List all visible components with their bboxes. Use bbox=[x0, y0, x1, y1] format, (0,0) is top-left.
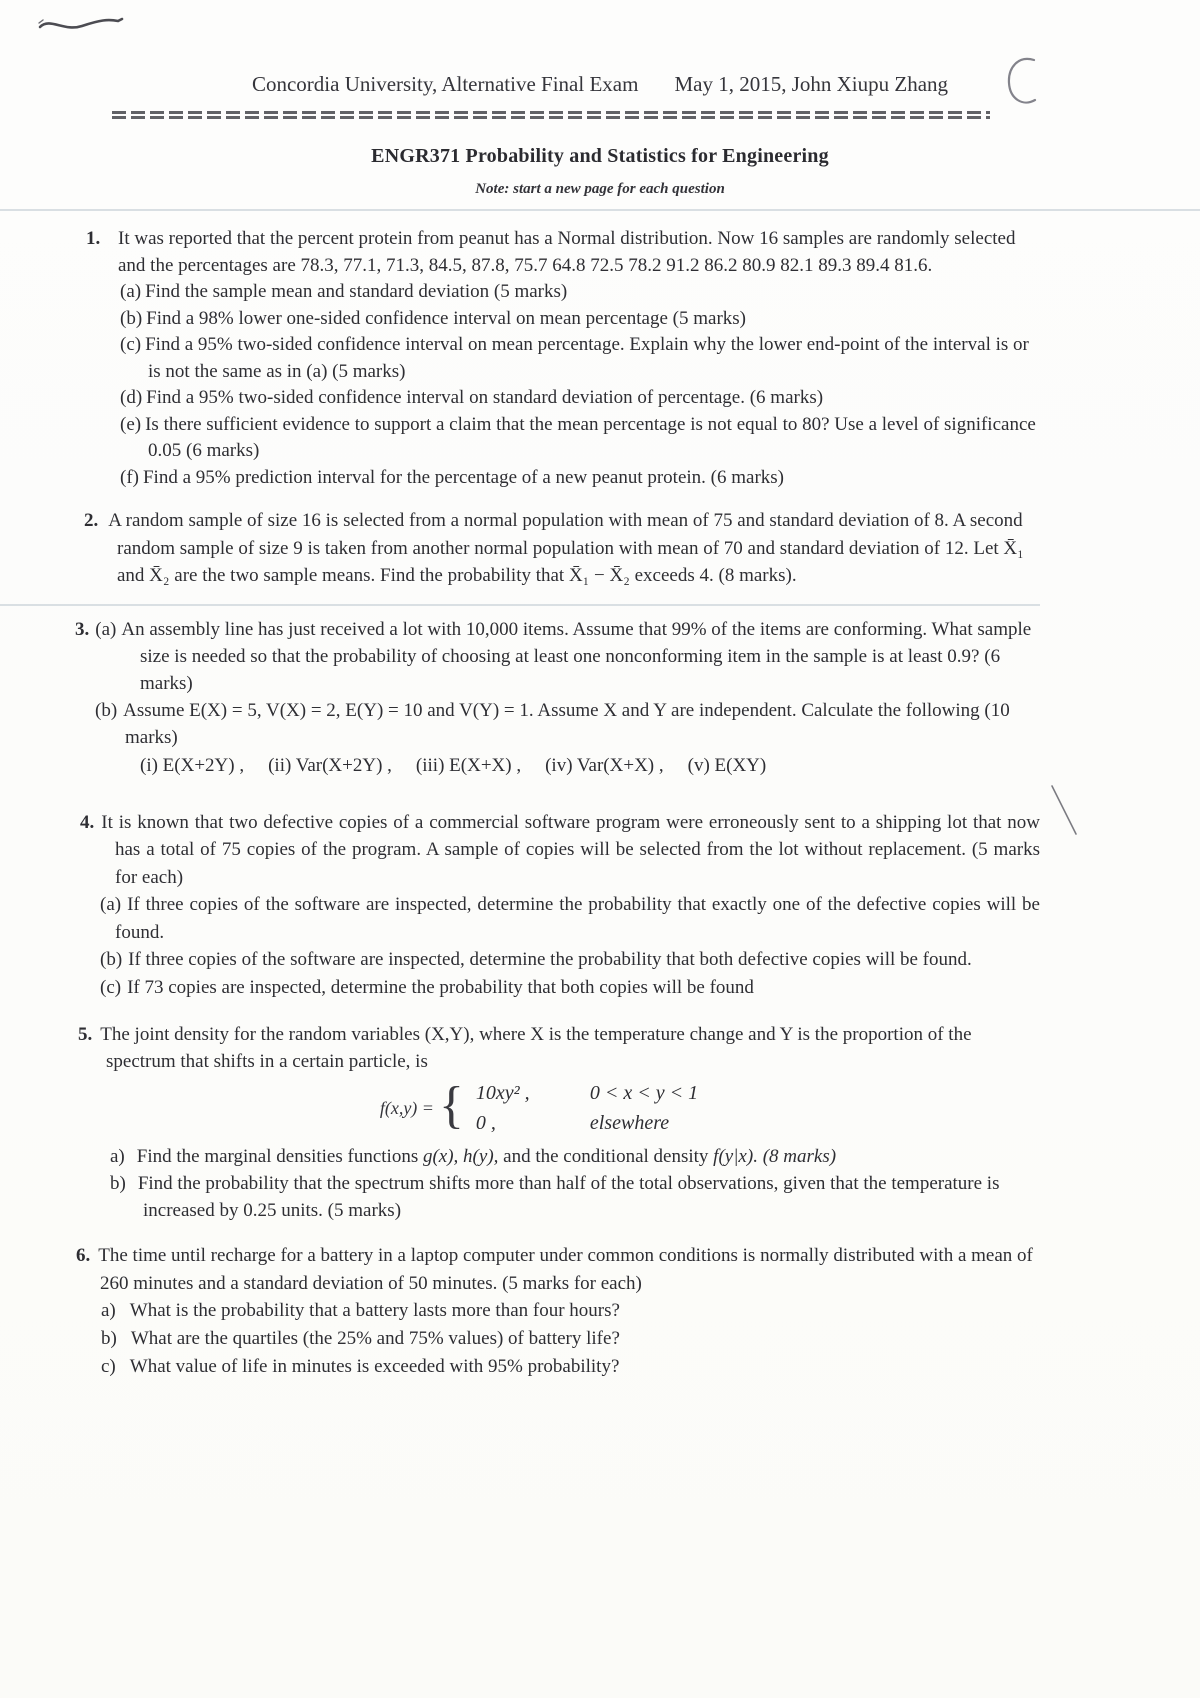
part-label: (c) bbox=[120, 334, 142, 355]
question-5 bbox=[78, 1021, 1040, 1224]
question-5-part-b bbox=[78, 1170, 1040, 1224]
part-text: Find the probability that the spectrum shifts more than half of the total observations, given that the temperature is increased by 0.25 units. (5 marks) bbox=[137, 1173, 1000, 1221]
part-label: c) bbox=[101, 1356, 116, 1377]
question-4-intro: It is known that two defective copies of a commercial software program were erroneously sent to a shipping lot that now has a total of 75 copies of the program. A sample of copies will be selected from the lot without replacement. (5 marks for each) bbox=[101, 811, 1040, 888]
part-label: a) bbox=[110, 1146, 125, 1167]
part-label: (e) bbox=[120, 413, 142, 435]
question-6-part-b bbox=[76, 1325, 1040, 1353]
part-text: Find the sample mean and standard deviation (5 marks) bbox=[145, 281, 568, 302]
part-label: (b) bbox=[100, 949, 123, 970]
faint-rule-middle bbox=[0, 604, 1040, 606]
part-text: Find a 95% two-sided confidence interval on mean percentage. Explain why the lower end-point of the interval is or is not the same as in (a) (5 marks) bbox=[145, 334, 1029, 382]
question-1 bbox=[86, 225, 1040, 491]
question-1-part-c bbox=[118, 332, 1040, 385]
question-1-part-a bbox=[118, 279, 1040, 306]
formula-case1-expression: 10xy² , bbox=[475, 1082, 530, 1104]
question-5-intro bbox=[78, 1021, 1040, 1075]
question-6-intro bbox=[76, 1242, 1040, 1297]
part-text: Find the marginal densities functions bbox=[136, 1146, 423, 1167]
part-label: (d) bbox=[120, 387, 143, 408]
part-label: (b) bbox=[95, 699, 118, 721]
question-4-part-c bbox=[80, 974, 1040, 1002]
course-title: ENGR371 Probability and Statistics for Engineering bbox=[371, 145, 829, 167]
question-4-text bbox=[80, 809, 1040, 892]
question-3-part-b bbox=[75, 697, 1040, 751]
question-6-text: The time until recharge for a battery in a laptop computer under common conditions is normally distributed with a mean of 260 minutes and a standard deviation of 50 minutes. (5 marks for each) bbox=[98, 1245, 1033, 1294]
question-2-number: 2. bbox=[84, 510, 99, 531]
marginal-densities-math: g(x), h(y), bbox=[422, 1146, 499, 1167]
subitem-iv: (iv) Var(X+X) , bbox=[545, 754, 664, 776]
subitem-iii: (iii) E(X+X) , bbox=[415, 754, 522, 776]
question-1-number: 1. bbox=[86, 228, 101, 249]
part-label: b) bbox=[101, 1328, 117, 1349]
question-6-part-a bbox=[76, 1297, 1040, 1325]
conditional-density-math: f(y|x). bbox=[713, 1146, 758, 1167]
subitem-i: (i) E(X+2Y) , bbox=[140, 754, 245, 776]
part-text: What are the quartiles (the 25% and 75% values) of battery life? bbox=[130, 1328, 620, 1349]
formula-brace: { bbox=[438, 1077, 464, 1135]
question-1-part-e bbox=[118, 412, 1040, 465]
part-text: An assembly line has just received a lot with 10,000 items. Assume that 99% of the items are conforming. What sample size is needed so that the probability of choosing at least one nonconforming item in the sample is at least 0.9? (6 marks) bbox=[121, 618, 1032, 694]
question-1-part-f bbox=[118, 465, 1040, 492]
part-text: and the conditional density bbox=[498, 1146, 714, 1167]
question-1-body bbox=[118, 225, 1040, 491]
exam-note: Note: start a new page for each question bbox=[475, 181, 725, 197]
part-text: Assume E(X) = 5, V(X) = 2, E(Y) = 10 and V(Y) = 1. Assume X and Y are independent. Calculate the following (10 marks) bbox=[123, 699, 1010, 748]
question-3-number: 3. bbox=[75, 618, 90, 640]
part-text: If three copies of the software are inspected, determine the probability that exactly one of the defective copies will be found. bbox=[115, 894, 1040, 943]
handwritten-c-mark bbox=[1004, 54, 1048, 110]
formula-case2-expression: 0 , bbox=[475, 1112, 496, 1134]
pen-slash-mark bbox=[1048, 782, 1082, 838]
question-1-text: It was reported that the percent protein from peanut has a Normal distribution. Now 16 samples are randomly selected and the percentages are 78.3, 77.1, 71.3, 84.5, 87.8, 75.7 64.8 72.5 78.2 91.2 86.2 80.9 82.1 89.3 89.4 81.6. bbox=[118, 228, 1016, 276]
part-label: (a) bbox=[120, 281, 142, 302]
question-3-part-a bbox=[75, 616, 1040, 697]
question-3 bbox=[75, 616, 1040, 779]
question-6-part-c bbox=[76, 1353, 1040, 1381]
part-text: Find a 98% lower one-sided confidence interval on mean percentage (5 marks) bbox=[146, 307, 747, 329]
formula-case2-condition: elsewhere bbox=[589, 1112, 670, 1134]
question-4-part-b bbox=[80, 946, 1040, 974]
part-text: Is there sufficient evidence to support a claim that the mean percentage is not equal to 80? Use a level of significance 0.05 (6 marks) bbox=[145, 413, 1036, 461]
part-text: What value of life in minutes is exceeded with 95% probability? bbox=[129, 1356, 620, 1377]
exam-header-date-author: May 1, 2015, John Xiupu Zhang bbox=[674, 72, 949, 96]
question-5-part-a bbox=[78, 1143, 1040, 1170]
question-1-part-d bbox=[118, 385, 1040, 412]
part-label: (b) bbox=[120, 307, 143, 329]
faint-rule-top bbox=[0, 209, 1200, 211]
part-label: (a) bbox=[100, 894, 122, 915]
formula-cases bbox=[476, 1080, 698, 1137]
subitem-ii: (ii) Var(X+2Y) , bbox=[268, 754, 392, 776]
question-2-text: A random sample of size 16 is selected from a normal population with mean of 75 and standard deviation of 8. A second random sample of size 9 is taken from another normal population with mean of 70 and standard deviation of 12. Let X̄₁ and X̄₂ are the two sample means. Find the probability that X̄₁ − X̄₂ exceeds 4. (8 marks). bbox=[108, 510, 1024, 586]
double-dashed-divider bbox=[112, 111, 990, 119]
question-2 bbox=[84, 507, 1040, 590]
part-label: b) bbox=[110, 1173, 126, 1194]
part-text: What is the probability that a battery lasts more than four hours? bbox=[129, 1300, 620, 1321]
question-6-number: 6. bbox=[76, 1245, 91, 1266]
marks-note: (8 marks) bbox=[757, 1146, 837, 1167]
part-label: a) bbox=[101, 1300, 116, 1321]
question-1-part-b bbox=[118, 306, 1040, 333]
exam-header-institution: Concordia University, Alternative Final Exam bbox=[251, 72, 639, 96]
question-3-subitems bbox=[140, 752, 1040, 779]
part-text: Find a 95% prediction interval for the percentage of a new peanut protein. (6 marks) bbox=[142, 466, 785, 488]
part-text: Find a 95% two-sided confidence interval on standard deviation of percentage. (6 marks) bbox=[146, 387, 824, 408]
question-5-text: The joint density for the random variables (X,Y), where X is the temperature change and Y is the proportion of the spectrum that shifts in a certain particle, is bbox=[100, 1024, 972, 1072]
part-label: (c) bbox=[100, 976, 122, 998]
question-4-part-a bbox=[80, 891, 1040, 946]
formula-case1-condition: 0 < x < y < 1 bbox=[589, 1082, 699, 1104]
question-6 bbox=[76, 1242, 1040, 1381]
part-label: (a) bbox=[95, 618, 117, 640]
formula-lhs: f(x,y) = bbox=[379, 1098, 434, 1118]
exam-body bbox=[0, 211, 1200, 1381]
part-label: (f) bbox=[120, 466, 139, 488]
joint-density-formula bbox=[78, 1077, 1000, 1137]
question-4 bbox=[80, 809, 1040, 1002]
pen-scribble-mark bbox=[34, 10, 126, 40]
question-5-number: 5. bbox=[78, 1024, 93, 1045]
part-text: If 73 copies are inspected, determine the probability that both copies will be found bbox=[127, 976, 754, 998]
question-4-number: 4. bbox=[80, 811, 95, 833]
part-text: If three copies of the software are inspected, determine the probability that both defective copies will be found. bbox=[128, 949, 972, 970]
subitem-v: (v) E(XY) bbox=[687, 754, 767, 776]
